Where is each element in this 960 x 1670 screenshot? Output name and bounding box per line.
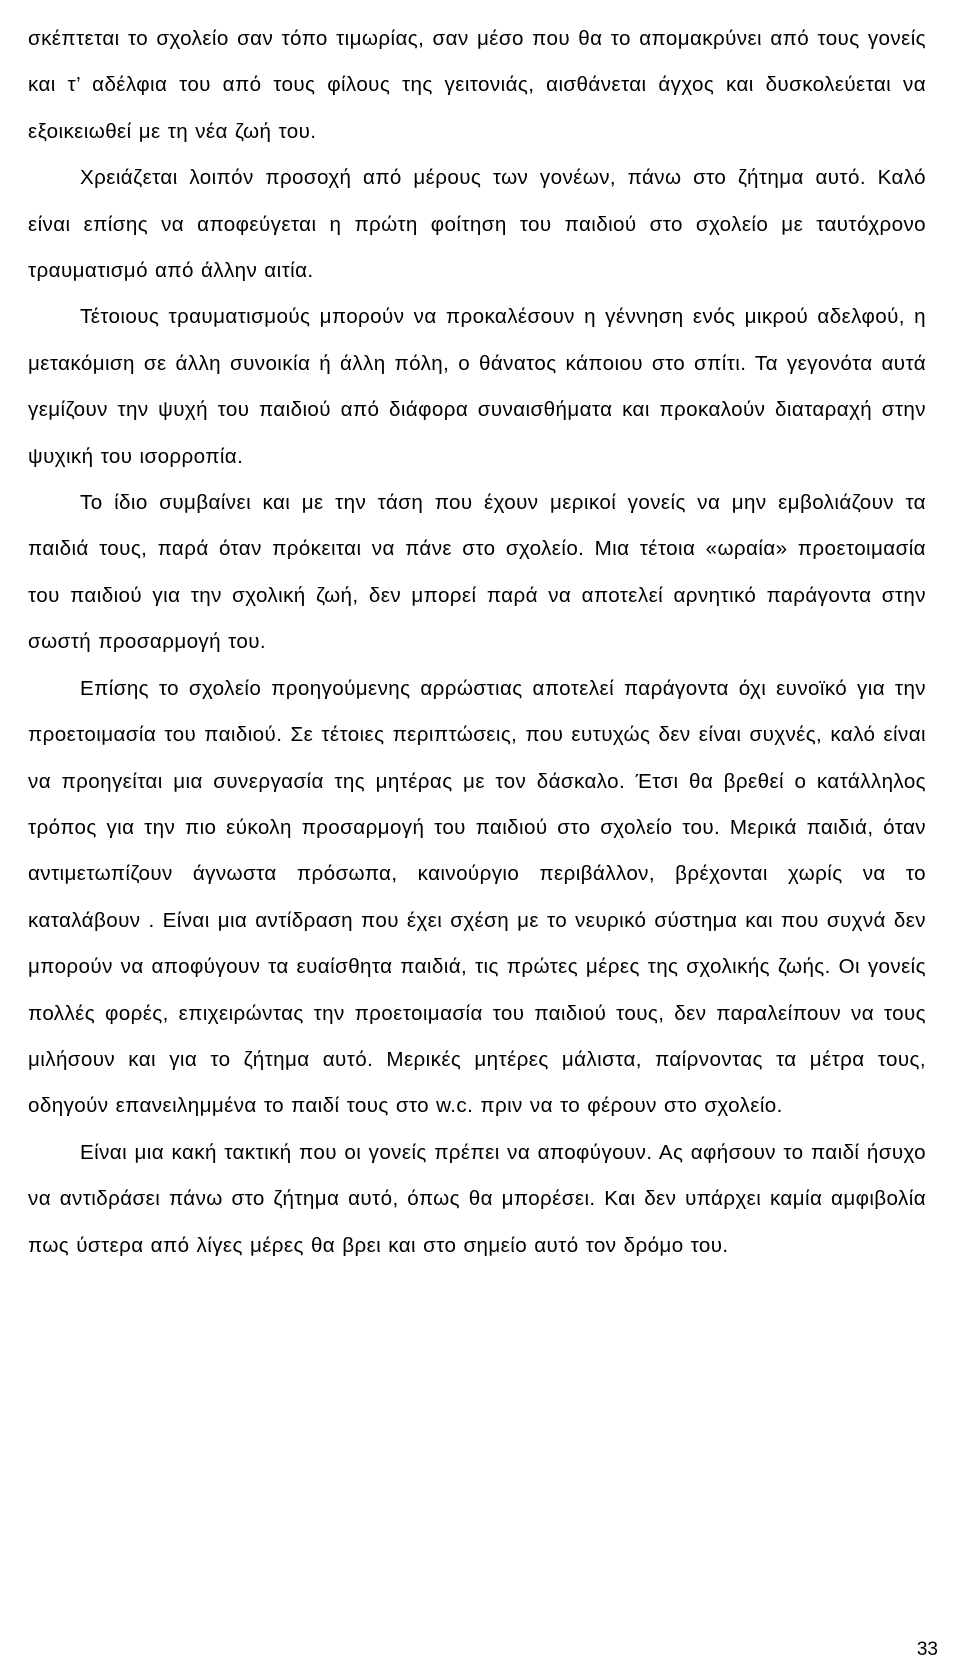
paragraph-1: σκέπτεται το σχολείο σαν τόπο τιμωρίας, σαν μέσο που θα το απομακρύνει από τους γονείς και τ’ αδέλφια του από τους φίλους της γειτονιάς, αισθάνεται άγχος και δυσκολεύεται να εξοικειωθεί με τη νέα ζωή του. [28,27,926,143]
paragraph-6: Είναι μια κακή τακτική που οι γονείς πρέπει να αποφύγουν. Ας αφήσουν το παιδί ήσυχο να αντιδράσει πάνω στο ζήτημα αυτό, όπως θα μπορέσει. Και δεν υπάρχει καμία αμφιβολία πως ύστερα από λίγες μέρες θα βρει και στο σημείο αυτό τον δρόμο του. [28,1140,926,1257]
paragraph-2: Χρειάζεται λοιπόν προσοχή από μέρους των γονέων, πάνω στο ζήτημα αυτό. Καλό είναι επίσης να αποφεύγεται η πρώτη φοίτηση του παιδιού στο σχολείο με ταυτόχρονο τραυματισμό από άλλην αιτία. [28,166,926,283]
paragraph-3: Τέτοιους τραυματισμούς μπορούν να προκαλέσουν η γέννηση ενός μικρού αδελφού, η μετακόμιση σε άλλη συνοικία ή άλλη πόλη, ο θάνατος κάποιου στο σπίτι. Τα γεγονότα αυτά γεμίζουν την ψυχή του παιδιού από διάφορα συναισθήματα και προκαλούν διαταραχή στην ψυχική του ισορροπία. [28,305,926,468]
paragraph-4: Το ίδιο συμβαίνει και με την τάση που έχουν μερικοί γονείς να μην εμβολιάζουν τα παιδιά τους, παρά όταν πρόκειται να πάνε στο σχολείο. Μια τέτοια «ωραία» προετοιμασία του παιδιού για την σχολική ζωή, δεν μπορεί παρά να αποτελεί αρνητικό παράγοντα στην σωστή προσαρμογή του. [28,491,926,654]
paragraph-5: Επίσης το σχολείο προηγούμενης αρρώστιας αποτελεί παράγοντα όχι ευνοϊκό για την προετοιμασία του παιδιού. Σε τέτοιες περιπτώσεις, που ευτυχώς δεν είναι συχνές, καλό είναι να προηγείται μια συνεργασία της μητέρας με τον δάσκαλο. Έτσι θα βρεθεί ο κατάλληλος τρόπος για την πιο εύκολη προσαρμογή του παιδιού στο σχολείο του. Μερικά παιδιά, όταν αντιμετωπίζουν άγνωστα πρόσωπα, καινούργιο περιβάλλον, βρέχονται χωρίς να το καταλάβουν . Είναι μια αντίδραση που έχει σχέση με το νευρικό σύστημα και που συχνά δεν μπορούν να αποφύγουν τα ευαίσθητα παιδιά, τις πρώτες μέρες της σχολικής ζωής. Οι γονείς πολλές φορές, επιχειρώντας την προετοιμασία του παιδιού τους, δεν παραλείπουν να τους μιλήσουν και για το ζήτημα αυτό. Μερικές μητέρες μάλιστα, παίρνοντας τα μέτρα τους, οδηγούν επανειλημμένα το παιδί τους στο w.c. πριν να το φέρουν στο σχολείο. [28,676,926,1118]
body-text [28,16,926,1269]
page-number: 33 [916,1639,938,1660]
